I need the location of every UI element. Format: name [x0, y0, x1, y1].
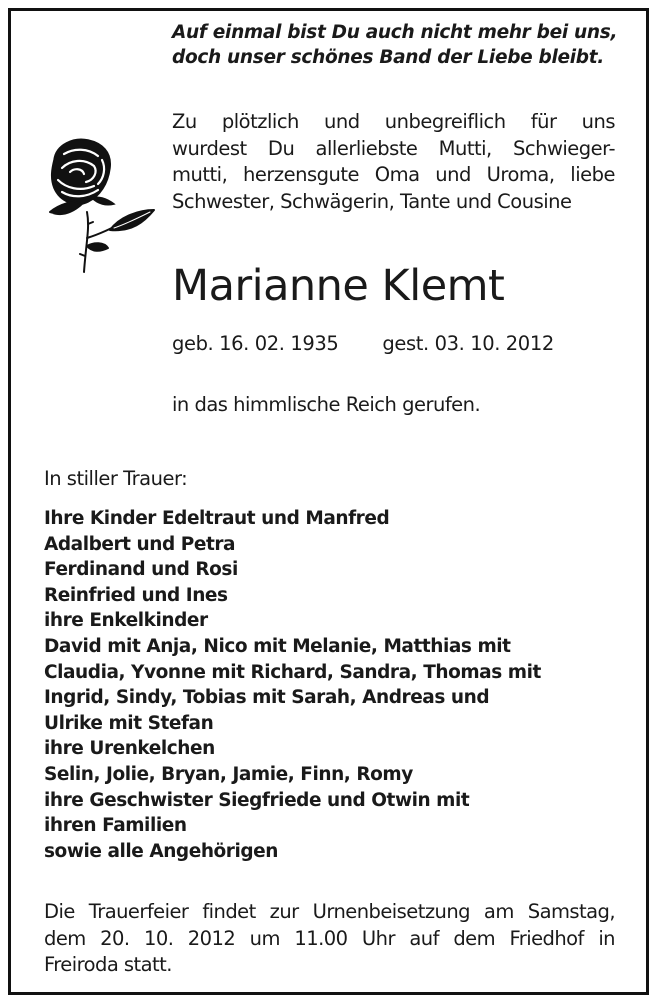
mourner-line: Ihre Kinder Edeltraut und Manfred: [44, 508, 390, 529]
mourner-line: Selin, Jolie, Bryan, Jamie, Finn, Romy: [44, 763, 413, 785]
mourner-line: ihre Enkelkinder: [44, 610, 208, 632]
ceremony-line: dem 20. 10. 2012 um 11.00 Uhr auf dem Friedhof in: [44, 926, 615, 950]
mourner-line: ihre Urenkelchen: [44, 738, 215, 760]
mourner-line: Adalbert und Petra: [44, 533, 236, 555]
mourner-line: ihren Familien: [44, 815, 187, 837]
ceremony-line: Freiroda statt.: [44, 953, 172, 976]
mourner-line: sowie alle Angehörigen: [44, 840, 278, 862]
mourner-line: David mit Anja, Nico mit Melanie, Matthias mit: [44, 635, 511, 657]
mourner-line: Claudia, Yvonne mit Richard, Sandra, Thomas mit: [44, 661, 541, 683]
closing-phrase: in das himmlische Reich gerufen.: [172, 393, 481, 416]
intro-text: [172, 109, 615, 215]
mourning-heading: In stiller Trauer:: [44, 467, 188, 490]
mourner-line: ihre Geschwister Siegfriede und Otwin mit: [44, 789, 470, 811]
ceremony-notice: [44, 899, 615, 979]
motto-line: Auf einmal bist Du auch nicht mehr bei uns,: [172, 22, 618, 43]
ceremony-line: Die Trauerfeier findet zur Urnenbeisetzung am Samstag,: [44, 900, 615, 923]
motto-line: doch unser schönes Band der Liebe bleibt.: [172, 47, 605, 68]
mourner-line: Reinfried und Ines: [44, 584, 228, 606]
intro-line: Schwester, Schwägerin, Tante und Cousine: [172, 189, 572, 213]
motto: [172, 20, 618, 70]
intro-line: wurdest Du allerliebste Mutti, Schwieger-: [172, 136, 615, 160]
deceased-name: Marianne Klemt: [172, 261, 505, 311]
mourner-line: Ferdinand und Rosi: [44, 559, 238, 581]
life-dates: [172, 330, 554, 358]
intro-line: Zu plötzlich und unbegreiflich für uns: [172, 110, 615, 133]
death-date: gest. 03. 10. 2012: [382, 332, 554, 355]
mourner-line: Ulrike mit Stefan: [44, 712, 214, 734]
birth-date: geb. 16. 02. 1935: [172, 332, 339, 355]
intro-line: mutti, herzensgute Oma und Uroma, liebe: [172, 163, 615, 186]
mourner-line: Ingrid, Sindy, Tobias mit Sarah, Andreas und: [44, 687, 490, 709]
mourners-list: [44, 506, 624, 864]
rose-icon: [40, 138, 156, 274]
